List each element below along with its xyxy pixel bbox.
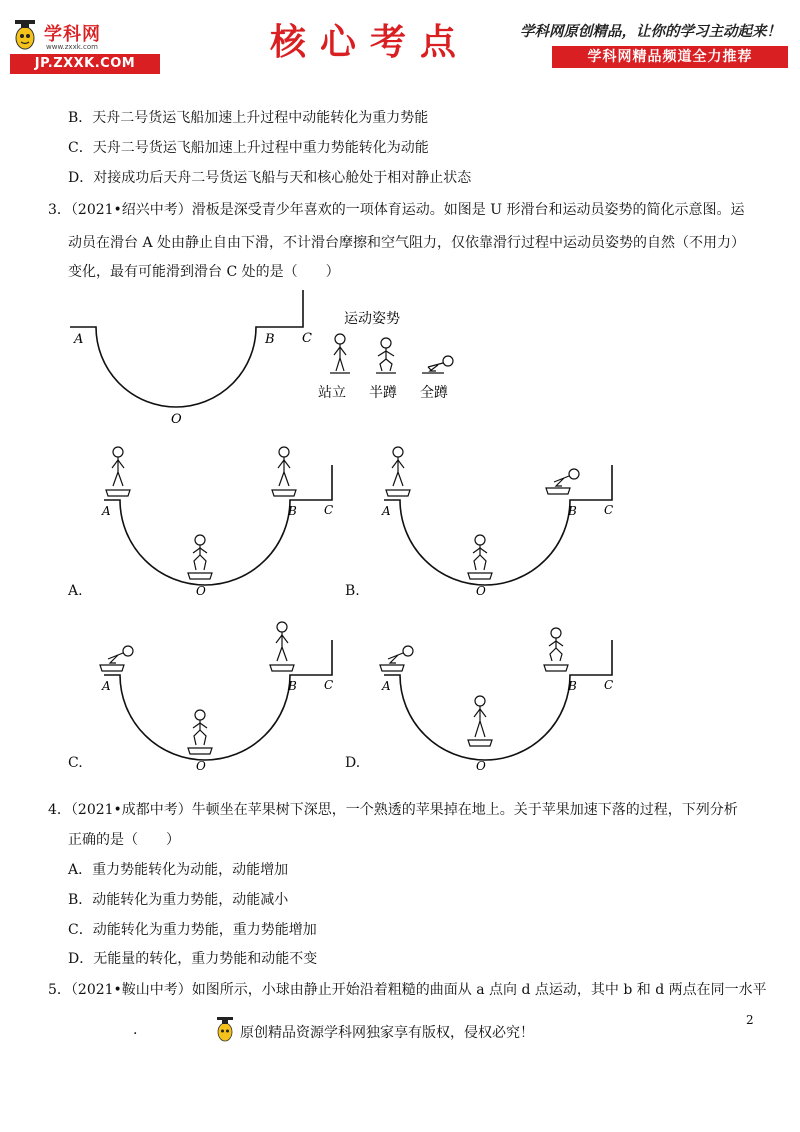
q4-option-c[interactable]: C．动能转化为重力势能，重力势能增加 [68, 922, 317, 938]
q3-text-line2: 动员在滑台 A 处由静止自由下滑，不计滑台摩擦和空气阻力，仅依靠滑行过程中运动员姿势的自然（不用力） [68, 235, 746, 251]
logo-url: www.zxxk.com [46, 43, 98, 51]
slogan: 学科网原创精品，让你的学习主动起来！ [520, 23, 781, 40]
opt-c-label-b: B [288, 679, 297, 693]
q2-option-b: B．天舟二号货运飞船加速上升过程中动能转化为重力势能 [68, 110, 429, 126]
option-b-label[interactable]: B. [345, 583, 360, 599]
option-d-label[interactable]: D. [345, 755, 361, 771]
u-ramp-diagram [60, 285, 480, 430]
opt-c-label-a: A [102, 679, 111, 693]
pose-half-label: 半蹲 [369, 385, 397, 401]
page-title: 核心考点 [270, 21, 471, 63]
opt-d-label-o: O [476, 759, 486, 773]
q2-option-c: C．天舟二号货运飞船加速上升过程中重力势能转化为动能 [68, 140, 429, 156]
mascot-icon [10, 16, 40, 50]
q4-option-b[interactable]: B．动能转化为重力势能，动能减小 [68, 892, 289, 908]
opt-a-label-a: A [102, 504, 111, 518]
q5-text-line1: 5．（2021•鞍山中考）如图所示，小球由静止开始沿着粗糙的曲面从 a 点向 d 点运动，其中 b 和 d 两点在同一水平 [48, 982, 767, 998]
logo-bar[interactable]: JP.ZXXK.COM [10, 54, 160, 74]
label-o: O [171, 412, 182, 427]
label-a: A [74, 332, 84, 347]
opt-a-label-b: B [288, 504, 297, 518]
opt-d-label-a: A [382, 679, 391, 693]
opt-b-label-o: O [476, 584, 486, 598]
opt-c-label-o: O [196, 759, 206, 773]
pose-stand-figure [330, 334, 350, 373]
q2-option-d: D．对接成功后天舟二号货运飞船与天和核心舱处于相对静止状态 [68, 170, 472, 186]
option-d-diagram [370, 615, 630, 775]
opt-d-label-c: C [604, 678, 614, 692]
option-c-label[interactable]: C. [68, 755, 83, 771]
pose-stand-label: 站立 [318, 385, 346, 401]
q4-option-a[interactable]: A．重力势能转化为动能，动能增加 [68, 862, 289, 878]
opt-b-label-a: A [382, 504, 391, 518]
opt-a-label-o: O [196, 584, 206, 598]
q4-option-d[interactable]: D．无能量的转化，重力势能和动能不变 [68, 951, 318, 967]
legend-title: 运动姿势 [344, 311, 400, 327]
option-a-diagram [90, 440, 350, 600]
opt-b-label-b: B [568, 504, 577, 518]
zxxk-logo [8, 12, 158, 74]
logo-text: 学科网 [44, 24, 101, 45]
option-a-label[interactable]: A. [68, 583, 83, 599]
pose-full-figure [422, 356, 453, 373]
copyright-notice: 原创精品资源学科网独家享有版权，侵权必究！ [240, 1025, 534, 1041]
page-header [0, 0, 800, 90]
pose-full-label: 全蹲 [420, 385, 448, 401]
pose-half-figure [376, 338, 396, 373]
q3-text-line1: 3．（2021•绍兴中考）滑板是深受青少年喜欢的一项体育运动。如图是 U 形滑台和运动员姿势的简化示意图。运 [48, 202, 745, 218]
opt-a-label-c: C [324, 503, 334, 517]
opt-b-label-c: C [604, 503, 614, 517]
label-b: B [265, 332, 275, 347]
opt-c-label-c: C [324, 678, 334, 692]
q3-text-line3: 变化，最有可能滑到滑台 C 处的是（ ） [68, 264, 340, 280]
q4-text-line2: 正确的是（ ） [68, 832, 180, 848]
mascot-icon [214, 1014, 236, 1042]
footer-dot: . [133, 1022, 138, 1038]
q4-text-line1: 4．（2021•成都中考）牛顿坐在苹果树下深思，一个熟透的苹果掉在地上。关于苹果加速下落的过程，下列分析 [48, 802, 738, 818]
label-c: C [302, 331, 312, 346]
page-number: 2 [746, 1013, 754, 1027]
opt-d-label-b: B [568, 679, 577, 693]
option-b-diagram [370, 440, 630, 600]
option-c-diagram [90, 615, 350, 775]
channel-banner: 学科网精品频道全力推荐 [552, 46, 788, 68]
